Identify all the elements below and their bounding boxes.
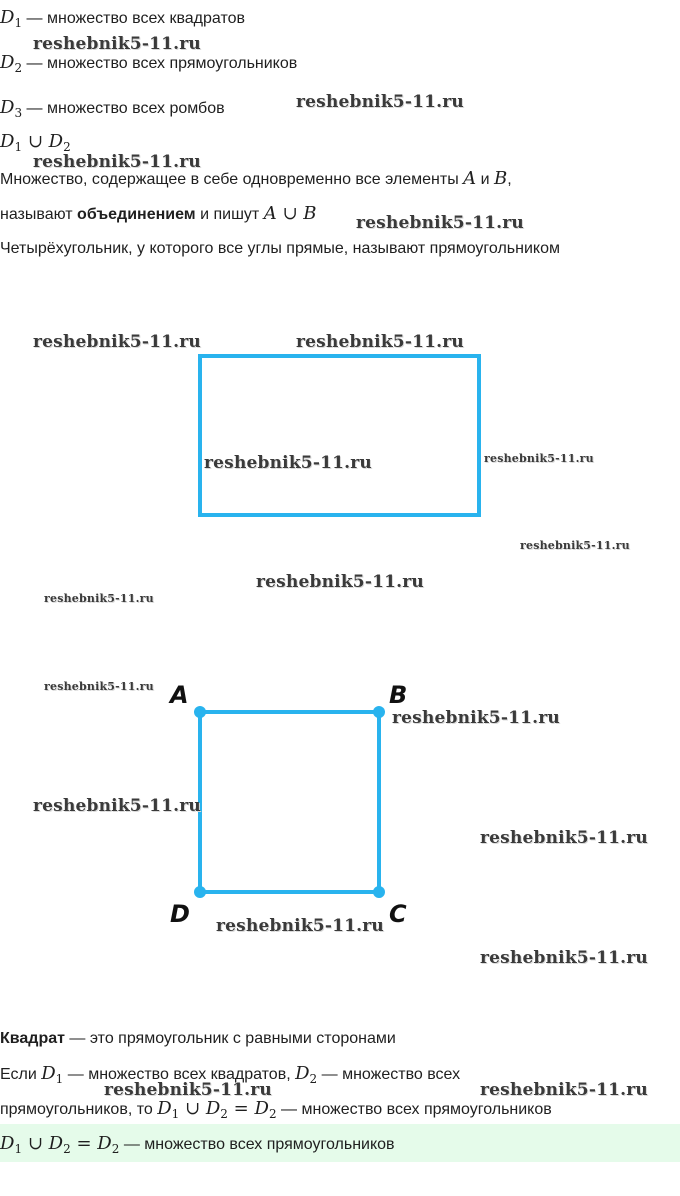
square-def-text: — это прямоугольник с равными сторонами bbox=[69, 1030, 396, 1047]
and-text: и bbox=[480, 171, 490, 188]
watermark: reshebnik5-11.ru bbox=[480, 1080, 648, 1100]
math-d1-union-d2: $D_1$ ∪ $D_2$ bbox=[0, 131, 71, 154]
math-b: B bbox=[494, 168, 508, 189]
watermark: reshebnik5-11.ru bbox=[296, 332, 464, 352]
d3-text: — множество всех ромбов bbox=[26, 100, 225, 117]
comma-text: , bbox=[507, 171, 512, 188]
if-d1-text: — множество всех квадратов, bbox=[67, 1066, 291, 1083]
rectangle-definition: Четырёхугольник, у которого все углы прямые, называют прямоугольником bbox=[0, 240, 560, 257]
square-figure bbox=[200, 712, 379, 892]
watermark: reshebnik5-11.ru bbox=[33, 34, 201, 54]
union-term: объединением bbox=[77, 206, 196, 223]
d1-text: — множество всех квадратов bbox=[26, 10, 245, 27]
math-answer-equation: $D_1$ ∪ $D_2 = D_2$ bbox=[0, 1133, 120, 1156]
vertex-b-label: B bbox=[389, 681, 408, 709]
result-text: — множество всех прямоугольников bbox=[281, 1101, 552, 1118]
watermark: reshebnik5-11.ru bbox=[216, 916, 384, 936]
vertex-d-label: D bbox=[170, 900, 190, 928]
vertex-c-label: C bbox=[389, 900, 407, 928]
watermark: reshebnik5-11.ru bbox=[296, 92, 464, 112]
math-a: A bbox=[463, 168, 477, 189]
watermark: reshebnik5-11.ru bbox=[104, 1080, 272, 1100]
then-text: прямоугольников, то bbox=[0, 1101, 153, 1118]
math-d2: $D_2$ bbox=[295, 1063, 318, 1086]
vertex-d-dot bbox=[194, 886, 206, 898]
watermark: reshebnik5-11.ru bbox=[484, 452, 594, 465]
vertex-a-label: A bbox=[170, 681, 189, 709]
watermark: reshebnik5-11.ru bbox=[204, 453, 372, 473]
watermark: reshebnik5-11.ru bbox=[33, 152, 201, 172]
if-text: Если bbox=[0, 1066, 37, 1083]
vertex-a-dot bbox=[194, 706, 206, 718]
math-union-equation: $D_1$ ∪ $D_2 = D_2$ bbox=[157, 1098, 277, 1121]
watermark: reshebnik5-11.ru bbox=[480, 828, 648, 848]
if-line2 bbox=[0, 1098, 552, 1125]
answer-line bbox=[0, 1133, 395, 1160]
write-text: и пишут bbox=[200, 206, 260, 223]
watermark: reshebnik5-11.ru bbox=[480, 948, 648, 968]
d2-text: — множество всех прямоугольников bbox=[26, 55, 298, 72]
watermark: reshebnik5-11.ru bbox=[392, 708, 560, 728]
vertex-c-dot bbox=[373, 886, 385, 898]
math-a-union-b: A ∪ B bbox=[263, 203, 317, 224]
answer-text: — множество всех прямоугольников bbox=[123, 1136, 395, 1153]
watermark: reshebnik5-11.ru bbox=[520, 539, 630, 552]
rectangle-figure bbox=[200, 356, 479, 515]
vertex-b-dot bbox=[373, 706, 385, 718]
math-d2: $D_2$ bbox=[0, 52, 23, 75]
square-term: Квадрат bbox=[0, 1030, 65, 1047]
called-text: называют bbox=[0, 206, 73, 223]
watermark: reshebnik5-11.ru bbox=[44, 592, 154, 605]
watermark: reshebnik5-11.ru bbox=[33, 332, 201, 352]
union-def-text: Множество, содержащее в себе одновременно все элементы bbox=[0, 171, 459, 188]
if-d2-text: — множество всех bbox=[321, 1066, 461, 1083]
watermark: reshebnik5-11.ru bbox=[356, 213, 524, 233]
math-d3: $D_3$ bbox=[0, 97, 23, 120]
watermark: reshebnik5-11.ru bbox=[33, 796, 201, 816]
math-d1: $D_1$ bbox=[41, 1063, 64, 1086]
watermark: reshebnik5-11.ru bbox=[256, 572, 424, 592]
watermark: reshebnik5-11.ru bbox=[44, 680, 154, 693]
math-d1: $D_1$ bbox=[0, 7, 23, 30]
square-definition bbox=[0, 1028, 396, 1050]
